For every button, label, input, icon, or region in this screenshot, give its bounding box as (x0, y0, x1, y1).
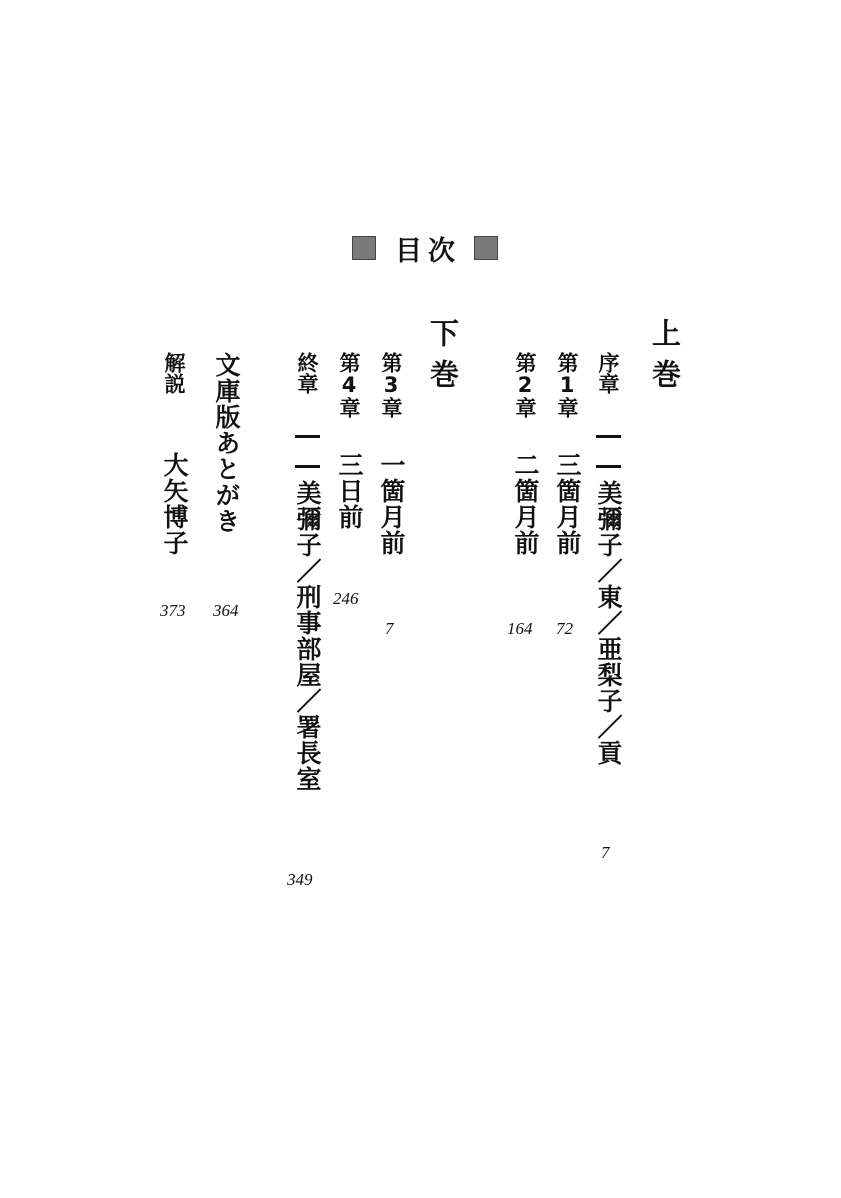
toc-page-4: 246 (333, 589, 359, 608)
toc-chapter-2: 第2章 (513, 352, 537, 418)
toc-chapter-epilogue: 終章 (295, 352, 319, 394)
toc-page-prologue: 7 (601, 843, 610, 862)
toc-chapter-prologue: 序章 (596, 352, 620, 394)
toc-chapter-3: 第3章 (379, 352, 403, 418)
toc-page-3: 7 (385, 619, 394, 638)
toc-chapter-4: 第4章 (337, 352, 361, 418)
toc-chapter-1: 第1章 (555, 352, 579, 418)
toc-chapter-commentary: 解説 (162, 352, 186, 394)
volume-upper-heading: 上巻 (648, 318, 682, 400)
toc-title-afterword: 文庫版あとがき (212, 352, 241, 534)
page-title (352, 226, 498, 270)
title-text: 目次 (395, 235, 461, 267)
title-ornament-right (474, 236, 498, 260)
toc-page-afterword: 364 (213, 601, 239, 620)
toc-page-commentary: 373 (160, 601, 186, 620)
toc-page-epilogue: 349 (287, 870, 313, 889)
toc-title-epilogue: ――美彌子／刑事部屋／署長室 (293, 420, 322, 792)
toc-title-1: 三箇月前 (553, 452, 582, 556)
toc-title-3: 一箇月前 (377, 452, 406, 556)
toc-title-commentary: 大矢博子 (160, 452, 189, 556)
toc-title-prologue: ――美彌子／東／亜梨子／貢 (594, 420, 623, 766)
title-ornament-left (352, 236, 376, 260)
toc-title-2: 二箇月前 (511, 452, 540, 556)
toc-page-1: 72 (556, 619, 573, 638)
volume-lower-heading: 下巻 (426, 318, 460, 400)
toc-page-2: 164 (507, 619, 533, 638)
toc-title-4: 三日前 (335, 452, 364, 530)
